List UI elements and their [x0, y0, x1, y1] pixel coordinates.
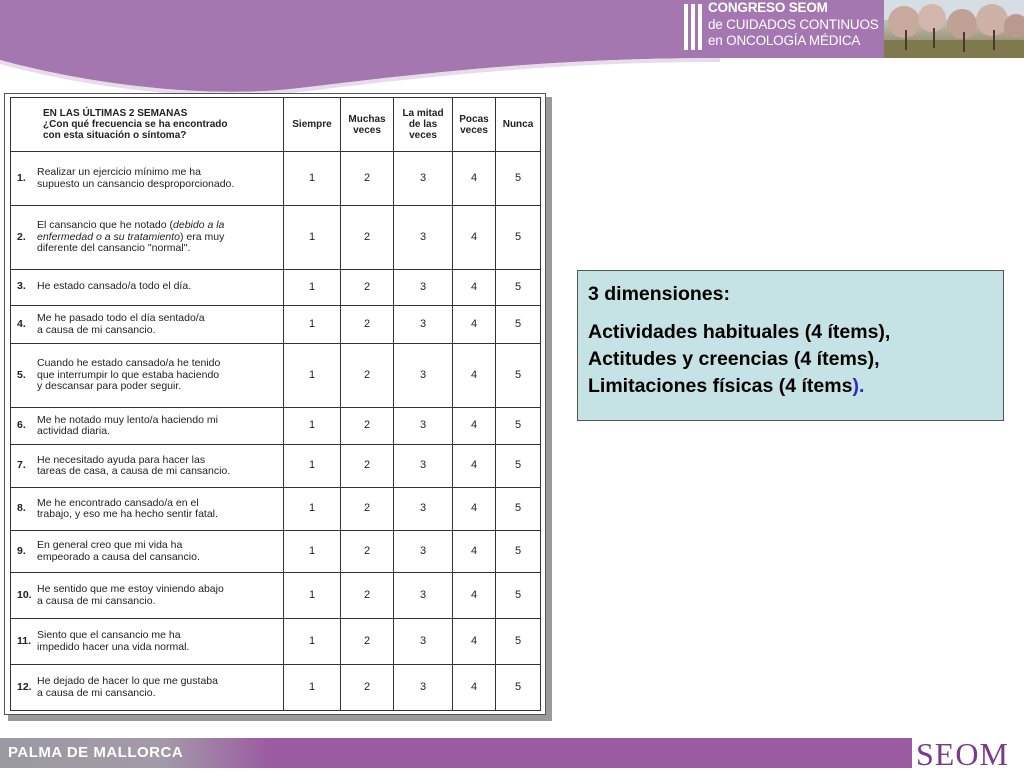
response-value: 2	[341, 619, 394, 665]
response-value: 4	[453, 445, 496, 488]
item-text-cell	[11, 573, 284, 619]
response-value: 3	[394, 270, 453, 306]
response-value: 4	[453, 573, 496, 619]
response-value: 4	[453, 306, 496, 344]
dimension-line: Limitaciones físicas (4 ítems).	[588, 375, 865, 397]
response-value: 4	[453, 152, 496, 206]
response-value: 5	[496, 206, 541, 270]
column-header: Pocas veces	[453, 98, 496, 152]
item-text-cell	[11, 445, 284, 488]
item-text-cell	[11, 665, 284, 711]
response-value: 4	[453, 270, 496, 306]
response-value: 5	[496, 619, 541, 665]
response-value: 2	[341, 408, 394, 445]
item-text-cell	[11, 306, 284, 344]
item-text-cell	[11, 619, 284, 665]
item-text-cell	[11, 152, 284, 206]
response-value: 4	[453, 665, 496, 711]
response-value: 4	[453, 344, 496, 408]
response-value: 2	[341, 665, 394, 711]
response-value: 2	[341, 152, 394, 206]
response-value: 2	[341, 573, 394, 619]
column-header: Nunca	[496, 98, 541, 152]
footer-location-block	[0, 738, 270, 768]
response-value: 3	[394, 408, 453, 445]
dimension-line: Actitudes y creencias (4 ítems),	[588, 348, 880, 370]
table-row	[11, 206, 541, 270]
table-row	[11, 665, 541, 711]
item-statement: He sentido que me estoy viniendo abajo a causa de mi cansancio.	[37, 583, 224, 607]
table-row	[11, 573, 541, 619]
response-value: 4	[453, 206, 496, 270]
table-row	[11, 488, 541, 531]
item-number: 3.	[17, 280, 26, 293]
response-value: 2	[341, 531, 394, 573]
item-number: 2.	[17, 230, 26, 243]
table-row	[11, 306, 541, 344]
brand-bars-icon	[684, 4, 706, 50]
table-row	[11, 619, 541, 665]
response-value: 5	[496, 408, 541, 445]
column-header: Muchas veces	[341, 98, 394, 152]
header-photo	[884, 0, 1024, 58]
item-statement: Realizar un ejercicio mínimo me ha supuesto un cansancio desproporcionado.	[37, 166, 235, 190]
brand-line-3: en ONCOLOGÍA MÉDICA	[708, 33, 861, 48]
response-value: 2	[341, 306, 394, 344]
response-value: 2	[341, 445, 394, 488]
header-band	[0, 0, 1024, 100]
response-value: 4	[453, 408, 496, 445]
table-row	[11, 152, 541, 206]
response-value: 1	[284, 408, 341, 445]
closing-punctuation: ).	[852, 375, 865, 397]
response-value: 5	[496, 152, 541, 206]
item-statement: En general creo que mi vida ha empeorado a causa del cansancio.	[37, 539, 200, 563]
item-statement: He necesitado ayuda para hacer las tareas de casa, a causa de mi cansancio.	[37, 453, 231, 477]
item-number: 12.	[17, 680, 32, 693]
response-value: 1	[284, 306, 341, 344]
response-value: 5	[496, 306, 541, 344]
table-row	[11, 531, 541, 573]
item-text-cell	[11, 206, 284, 270]
response-value: 1	[284, 270, 341, 306]
response-value: 2	[341, 488, 394, 531]
response-value: 2	[341, 344, 394, 408]
dimensions-title: 3 dimensiones:	[588, 283, 730, 305]
dimension-line: Actividades habituales (4 ítems),	[588, 321, 891, 343]
item-text-cell	[11, 488, 284, 531]
footer-band	[0, 736, 1024, 772]
item-rows	[11, 152, 541, 711]
response-value: 1	[284, 445, 341, 488]
item-number: 1.	[17, 171, 26, 184]
response-value: 3	[394, 665, 453, 711]
item-number: 10.	[17, 588, 32, 601]
item-statement: He dejado de hacer lo que me gustaba a causa de mi cansancio.	[37, 675, 218, 699]
response-value: 5	[496, 488, 541, 531]
questionnaire-table	[10, 97, 541, 711]
response-value: 5	[496, 531, 541, 573]
congress-brand	[684, 0, 884, 58]
dimensions-box	[577, 270, 1004, 421]
header-question: EN LAS ÚLTIMAS 2 SEMANAS ¿Con qué frecuencia se ha encontrado con esta situación o síntoma?	[11, 98, 284, 152]
response-value: 5	[496, 573, 541, 619]
seom-logo	[912, 736, 1024, 772]
item-text-cell	[11, 531, 284, 573]
item-statement: Me he encontrado cansado/a en el trabajo, y eso me ha hecho sentir fatal.	[37, 496, 218, 520]
item-number: 11.	[17, 634, 32, 647]
table-header-row	[11, 98, 541, 152]
column-header: Siempre	[284, 98, 341, 152]
orchard-photo-icon	[884, 0, 1024, 58]
item-statement: He estado cansado/a todo el día.	[37, 280, 192, 293]
response-value: 3	[394, 206, 453, 270]
response-value: 1	[284, 488, 341, 531]
item-number: 5.	[17, 368, 26, 381]
item-text-cell	[11, 344, 284, 408]
response-value: 3	[394, 573, 453, 619]
response-value: 2	[341, 270, 394, 306]
item-statement: Me he pasado todo el día sentado/a a causa de mi cansancio.	[37, 312, 205, 336]
column-header: La mitad de las veces	[394, 98, 453, 152]
response-value: 4	[453, 531, 496, 573]
response-value: 3	[394, 619, 453, 665]
response-value: 3	[394, 488, 453, 531]
table-row	[11, 408, 541, 445]
item-statement: Siento que el cansancio me ha impedido hacer una vida normal.	[37, 629, 190, 653]
response-value: 5	[496, 270, 541, 306]
item-number: 9.	[17, 544, 26, 557]
table-row	[11, 445, 541, 488]
seom-logo-text: SEOM	[916, 736, 1009, 772]
item-statement: Cuando he estado cansado/a he tenido que interrumpir lo que estaba haciendo y descansar para poder seguir.	[37, 357, 221, 393]
response-value: 1	[284, 206, 341, 270]
response-value: 4	[453, 619, 496, 665]
brand-line-1: CONGRESO SEOM	[708, 0, 828, 15]
response-value: 5	[496, 665, 541, 711]
response-value: 3	[394, 445, 453, 488]
response-value: 3	[394, 306, 453, 344]
response-value: 1	[284, 619, 341, 665]
item-number: 7.	[17, 459, 26, 472]
item-text-cell	[11, 408, 284, 445]
table-row	[11, 344, 541, 408]
table-row	[11, 270, 541, 306]
brand-line-2: de CUIDADOS CONTINUOS	[708, 16, 879, 32]
item-statement: Me he notado muy lento/a haciendo mi actividad diaria.	[37, 413, 218, 437]
response-value: 5	[496, 344, 541, 408]
response-value: 1	[284, 665, 341, 711]
questionnaire-figure	[4, 93, 546, 715]
item-text-cell	[11, 270, 284, 306]
item-number: 6.	[17, 419, 26, 432]
response-value: 5	[496, 445, 541, 488]
item-statement: El cansancio que he notado (debido a la enfermedad o a su tratamiento) era muy diferente del cansancio "normal".	[37, 219, 225, 255]
response-value: 3	[394, 531, 453, 573]
response-value: 3	[394, 152, 453, 206]
response-value: 1	[284, 344, 341, 408]
footer-location: PALMA DE MALLORCA	[8, 744, 184, 761]
response-value: 2	[341, 206, 394, 270]
response-value: 4	[453, 488, 496, 531]
item-number: 8.	[17, 502, 26, 515]
item-number: 4.	[17, 317, 26, 330]
response-value: 1	[284, 531, 341, 573]
response-value: 1	[284, 152, 341, 206]
response-value: 3	[394, 344, 453, 408]
response-value: 1	[284, 573, 341, 619]
